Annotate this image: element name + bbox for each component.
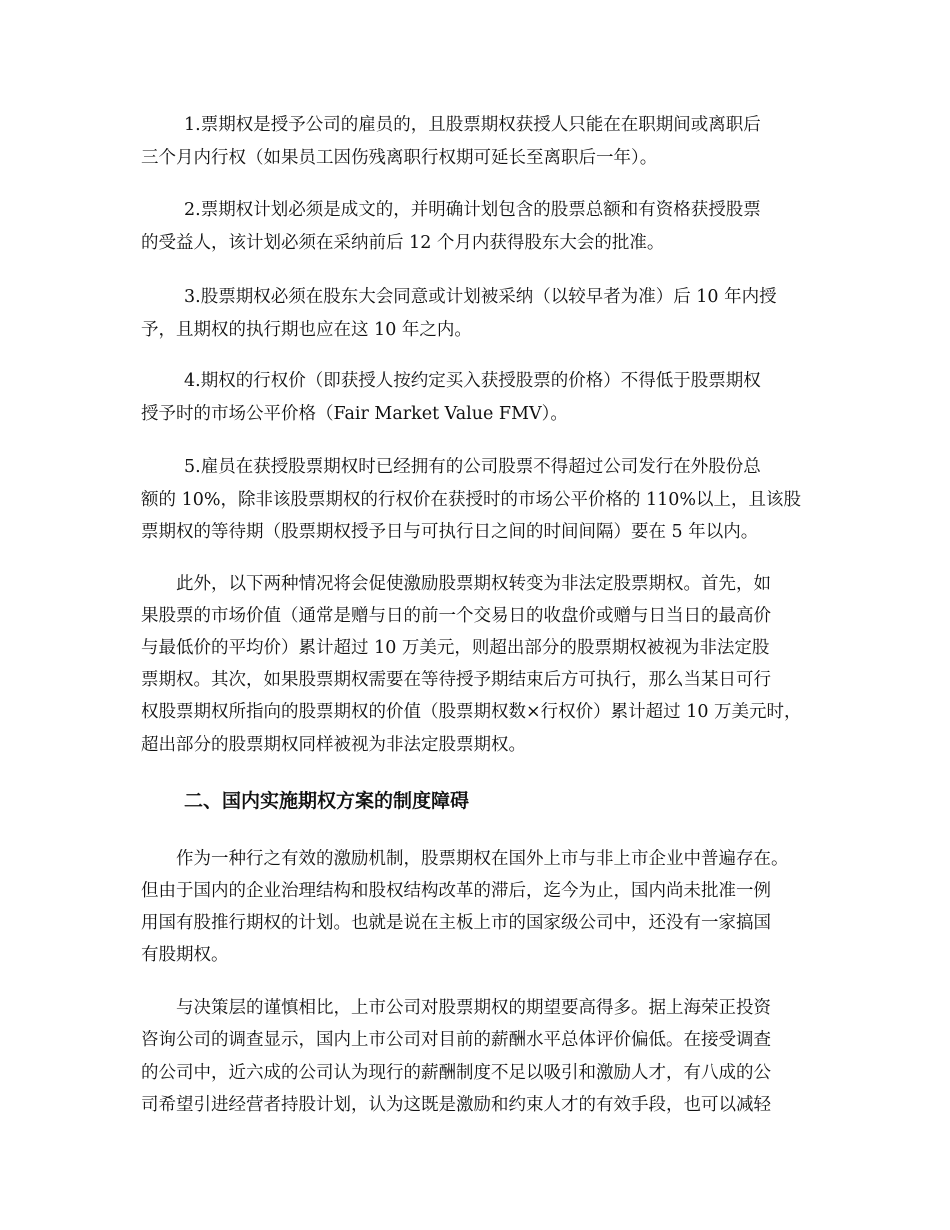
item-2-line-2: 的受益人，该计划必须在采纳前后 12 个月内获得股东大会的批准。 (141, 233, 665, 253)
item-5-line-2: 额的 10%，除非该股票期权的行权价在获授时的市场公平价格的 110%以上，且该股 (141, 490, 802, 510)
para-domestic-line-3: 用国有股推行期权的计划。也就是说在主板上市的国家级公司中，还没有一家搞国 (141, 913, 771, 933)
para-extra-line-1: 此外，以下两种情况将会促使激励股票期权转变为非法定股票期权。首先，如 (176, 574, 771, 594)
para-domestic-line-2: 但由于国内的企业治理结构和股权结构改革的滞后，迄今为止，国内尚未批准一例 (141, 881, 771, 901)
item-3-line-2: 予，且期权的执行期也应在这 10 年之内。 (141, 320, 472, 340)
item-2-line-1: 2.票期权计划必须是成文的，并明确计划包含的股票总额和有资格获授股票 (184, 200, 761, 220)
item-5-line-1: 5.雇员在获授股票期权时已经拥有的公司股票不得超过公司发行在外股份总 (184, 457, 761, 477)
para-survey-line-3: 的公司中，近六成的公司认为现行的薪酬制度不足以吸引和激励人才，有八成的公 (141, 1063, 771, 1083)
para-extra-line-4: 票期权。其次，如果股票期权需要在等待授予期结束后方可执行，那么当某日可行 (141, 670, 771, 690)
section-heading: 二、国内实施期权方案的制度障碍 (184, 790, 470, 812)
para-extra-line-5: 权股票期权所指向的股票期权的价值（股票期权数×行权价）累计超过 10 万美元时， (141, 702, 802, 722)
para-survey-line-1: 与决策层的谨慎相比，上市公司对股票期权的期望要高得多。据上海荣正投资 (176, 998, 771, 1018)
para-extra-line-2: 果股票的市场价值（通常是赠与日的前一个交易日的收盘价或赠与日当日的最高价 (141, 606, 771, 626)
para-domestic-line-4: 有股期权。 (141, 945, 229, 965)
para-extra-line-3: 与最低价的平均价）累计超过 10 万美元，则超出部分的股票期权被视为非法定股 (141, 638, 770, 658)
item-5-line-3: 票期权的等待期（股票期权授予日与可执行日之间的时间间隔）要在 5 年以内。 (141, 522, 759, 542)
item-1-line-2: 三个月内行权（如果员工因伤残离职行权期可延长至离职后一年）。 (141, 148, 658, 168)
item-3-line-1: 3.股票期权必须在股东大会同意或计划被采纳（以较早者为准）后 10 年内授 (184, 287, 777, 307)
para-domestic-line-1: 作为一种行之有效的激励机制，股票期权在国外上市与非上市企业中普遍存在。 (176, 849, 789, 869)
para-extra-line-6: 超出部分的股票期权同样被视为非法定股票期权。 (141, 735, 526, 755)
para-survey-line-4: 司希望引进经营者持股计划，认为这既是激励和约束人才的有效手段，也可以减轻 (141, 1095, 771, 1115)
para-survey-line-2: 咨询公司的调查显示，国内上市公司对目前的薪酬水平总体评价偏低。在接受调查 (141, 1030, 771, 1050)
item-4-line-2: 授予时的市场公平价格（Fair Market Value FMV）。 (141, 404, 568, 424)
item-1-line-1: 1.票期权是授予公司的雇员的，且股票期权获授人只能在在职期间或离职后 (184, 115, 761, 135)
item-4-line-1: 4.期权的行权价（即获授人按约定买入获授股票的价格）不得低于股票期权 (184, 371, 761, 391)
